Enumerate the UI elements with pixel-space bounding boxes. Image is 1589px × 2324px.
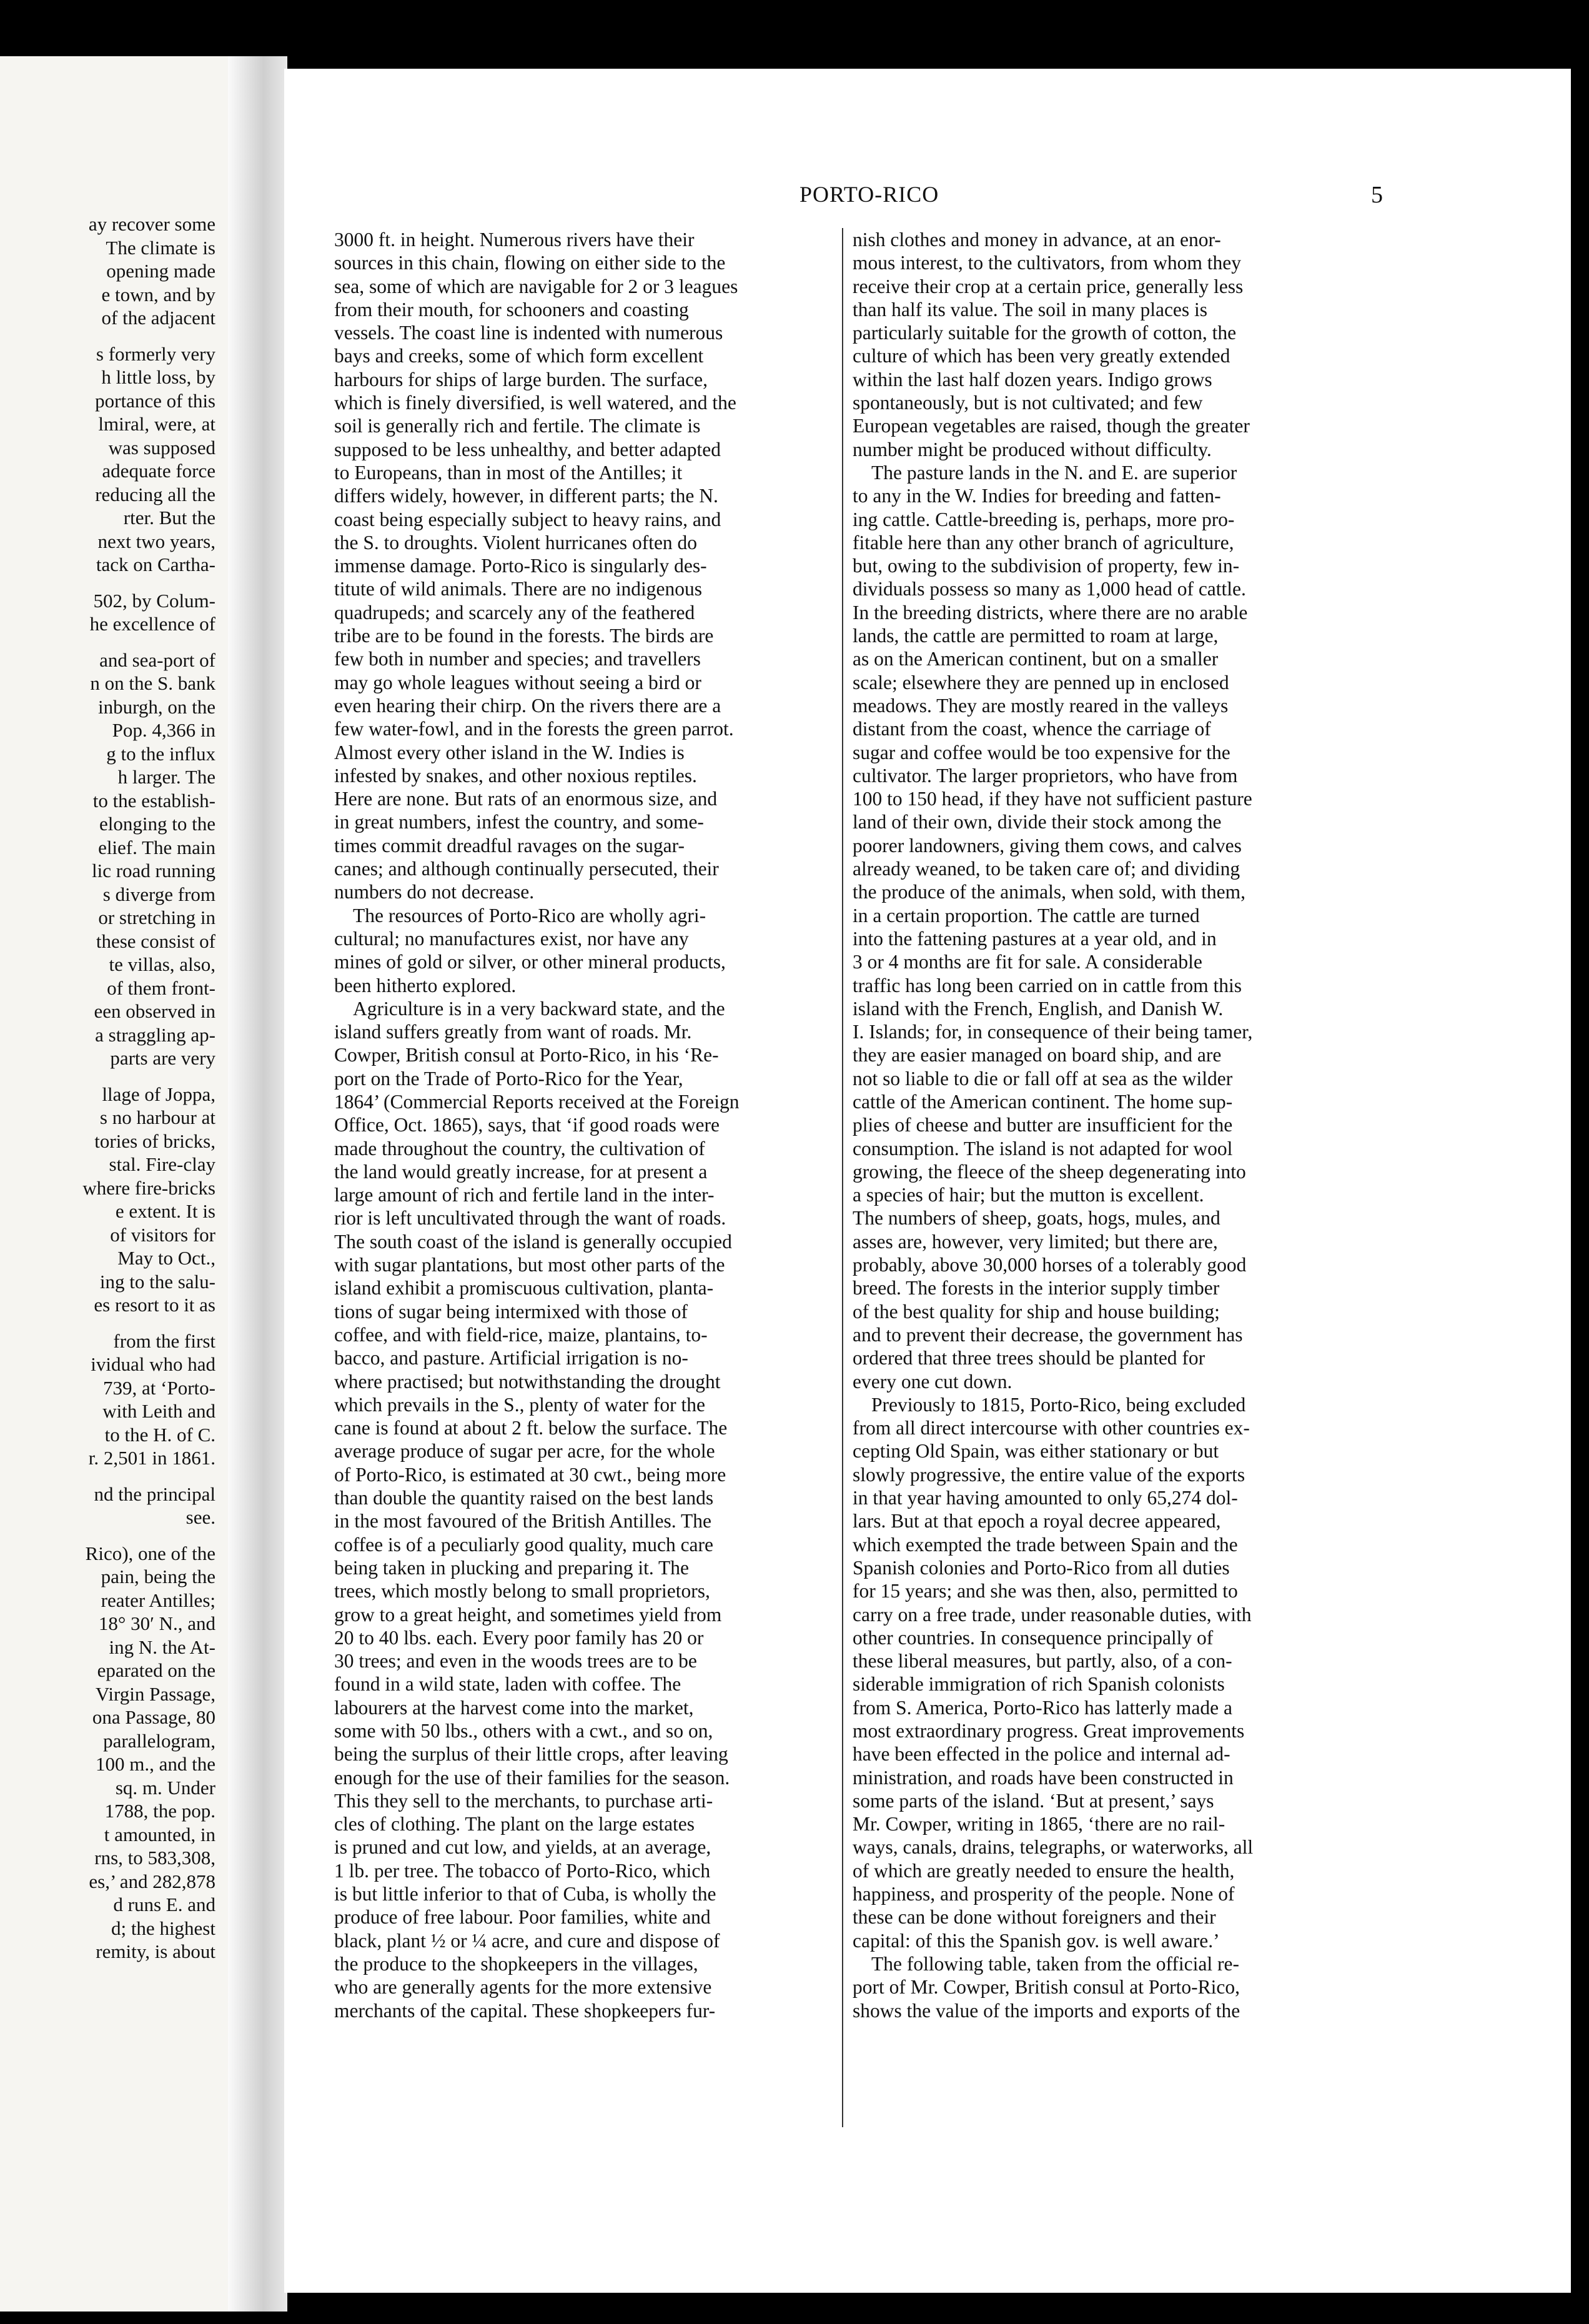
text-line: cultural; no manufactures exist, nor have any <box>334 927 689 950</box>
text-line: 502, by Colum- <box>93 589 215 612</box>
text-line: which prevails in the S., plenty of water for the <box>334 1393 705 1416</box>
text-line: May to Oct., <box>117 1247 215 1269</box>
text-line: cattle of the American continent. The home sup- <box>853 1090 1233 1113</box>
text-line: The numbers of sheep, goats, hogs, mules, and <box>853 1207 1220 1229</box>
text-line: in a certain proportion. The cattle are turned <box>853 904 1200 926</box>
text-line: into the fattening pastures at a year old, and in <box>853 927 1217 950</box>
text-line: bays and creeks, some of which form excellent <box>334 345 704 367</box>
text-line: trees, which mostly belong to small proprietors, <box>334 1580 710 1602</box>
text-line: of visitors for <box>110 1223 215 1246</box>
text-line: see. <box>186 1506 215 1528</box>
text-line: fitable here than any other branch of agriculture, <box>853 531 1234 554</box>
text-line: sugar and coffee would be too expensive for the <box>853 741 1230 763</box>
text-line: tack on Cartha- <box>96 554 215 575</box>
text-line: tories of bricks, <box>94 1130 215 1152</box>
text-line: poorer landowners, giving them cows, and calves <box>853 834 1242 857</box>
text-line: nish clothes and money in advance, at an enor- <box>853 229 1221 251</box>
text-line: few water-fowl, and in the forests the green parrot. <box>334 718 734 740</box>
text-line: eparated on the <box>97 1659 215 1681</box>
text-line: of the adjacent <box>101 307 215 329</box>
text-line: a species of hair; but the mutton is excellent. <box>853 1184 1204 1206</box>
text-line: scale; elsewhere they are penned up in enclosed <box>853 671 1229 693</box>
text-line: growing, the fleece of the sheep degenerating into <box>853 1160 1246 1183</box>
text-line: 18° 30′ N., and <box>98 1612 215 1634</box>
text-line: e town, and by <box>101 283 215 305</box>
text-line: from all direct intercourse with other countries ex- <box>853 1417 1250 1439</box>
text-line: sq. m. Under <box>115 1776 215 1799</box>
text-line: elief. The main <box>98 836 215 858</box>
text-line: happiness, and prosperity of the people. None of <box>853 1883 1235 1905</box>
text-line: I. Islands; for, in consequence of their being tamer, <box>853 1021 1253 1043</box>
text-line: canes; and although continually persecuted, their <box>334 858 719 880</box>
text-line: times commit dreadful ravages on the sugar- <box>334 834 685 857</box>
text-line: where fire-bricks <box>82 1176 215 1199</box>
text-line: een observed in <box>94 1000 215 1022</box>
text-line: differs widely, however, in different parts; the N. <box>334 485 718 507</box>
text-line: these consist of <box>96 930 215 952</box>
text-line: opening made <box>106 260 215 282</box>
right-page <box>284 69 1571 2293</box>
text-line: 100 m., and the <box>96 1753 215 1775</box>
text-line: ing cattle. Cattle-breeding is, perhaps, more pro- <box>853 508 1235 530</box>
text-line: 20 to 40 lbs. each. Every poor family has 20 or <box>334 1626 704 1649</box>
text-line: made throughout the country, the cultivation of <box>334 1137 705 1160</box>
text-line: from the first <box>113 1329 215 1352</box>
book-gutter <box>228 56 287 2312</box>
text-line: these can be done without foreigners and their <box>853 1906 1216 1929</box>
text-line: coast being especially subject to heavy rains, and <box>334 508 721 530</box>
text-line: This they sell to the merchants, to purchase arti- <box>334 1789 713 1812</box>
left-page-fragment <box>0 56 228 2312</box>
text-line: who are generally agents for the more extensive <box>334 1976 712 1999</box>
text-line: he excellence of <box>89 613 215 635</box>
text-line: 3 or 4 months are fit for sale. A considerable <box>853 951 1202 973</box>
text-line: with Leith and <box>102 1400 215 1422</box>
text-line: The resources of Porto-Rico are wholly agri- <box>353 904 706 926</box>
text-line: they are easier managed on board ship, and are <box>853 1044 1222 1066</box>
text-line: lmiral, were, at <box>98 413 215 435</box>
text-line: asses are, however, very limited; but there are, <box>853 1230 1218 1253</box>
text-line: 1788, the pop. <box>104 1800 215 1822</box>
text-line: remity, is about <box>96 1940 215 1962</box>
text-line: harbours for ships of large burden. The surface, <box>334 368 708 390</box>
text-line: lars. But at that epoch a royal decree appeared, <box>853 1510 1221 1532</box>
text-line: lands, the cattle are permitted to roam at large, <box>853 625 1219 647</box>
text-line: d runs E. and <box>113 1894 215 1915</box>
text-line: of the best quality for ship and house building; <box>853 1300 1220 1323</box>
text-line: enough for the use of their families for the season. <box>334 1766 730 1789</box>
text-line: where practised; but notwithstanding the drought <box>334 1370 721 1393</box>
text-line: to the establish- <box>92 789 215 812</box>
page-number: 5 <box>1371 182 1383 208</box>
text-line: some with 50 lbs., others with a cwt., and so on, <box>334 1720 713 1742</box>
text-line: being taken in plucking and preparing it. The <box>334 1556 690 1579</box>
text-line: land of their own, divide their stock among the <box>853 811 1222 833</box>
text-line: from S. America, Porto-Rico has latterly made a <box>853 1696 1232 1719</box>
text-line: the land would greatly increase, for at present a <box>334 1160 708 1183</box>
text-line: carry on a free trade, under reasonable duties, with <box>853 1603 1252 1626</box>
text-line: Previously to 1815, Porto-Rico, being excluded <box>871 1393 1246 1416</box>
text-line: from their mouth, for schooners and coasting <box>334 298 689 320</box>
text-line: capital: of this the Spanish gov. is well aware.’ <box>853 1929 1220 1952</box>
text-line: cepting Old Spain, was either stationary or but <box>853 1440 1219 1462</box>
text-line: than half its value. The soil in many places is <box>853 298 1208 320</box>
text-line: e extent. It is <box>115 1200 215 1222</box>
text-line: coffee, and with field-rice, maize, plantains, to- <box>334 1323 708 1346</box>
text-line: The climate is <box>106 236 215 259</box>
text-line: ay recover some <box>88 213 215 235</box>
text-line: European vegetables are raised, though the greater <box>853 415 1250 437</box>
text-line: and to prevent their decrease, the government has <box>853 1323 1243 1346</box>
text-line: port of Mr. Cowper, British consul at Porto-Rico, <box>853 1976 1240 1999</box>
text-line: grow to a great height, and sometimes yield from <box>334 1603 722 1626</box>
text-line: infested by snakes, and other noxious reptiles. <box>334 764 697 787</box>
text-line: island exhibit a promiscuous cultivation, planta- <box>334 1277 714 1299</box>
text-line: s formerly very <box>96 342 215 365</box>
text-line: h little loss, by <box>101 366 215 388</box>
text-line: sources in this chain, flowing on either side to the <box>334 252 726 274</box>
text-line: quadrupeds; and scarcely any of the feathered <box>334 601 695 623</box>
text-line: number might be produced without difficulty. <box>853 438 1212 460</box>
text-line: every one cut down. <box>853 1370 1012 1393</box>
text-line: ing to the salu- <box>99 1270 215 1293</box>
text-line: Rico), one of the <box>85 1542 215 1564</box>
text-line: already weaned, to be taken care of; and dividing <box>853 858 1240 880</box>
text-line: s no harbour at <box>99 1106 215 1128</box>
text-line: te villas, also, <box>109 953 215 975</box>
text-line: 739, at ‘Porto- <box>103 1376 215 1399</box>
text-line: n on the S. bank <box>90 672 215 694</box>
text-line: merchants of the capital. These shopkeepers fur- <box>334 1999 716 2022</box>
text-line: mous interest, to the cultivators, from whom they <box>853 252 1242 274</box>
text-line: to Europeans, than in most of the Antilles; it <box>334 461 683 484</box>
text-line: not so liable to die or fall off at sea as the wilder <box>853 1067 1233 1090</box>
text-line: the produce to the shopkeepers in the villages, <box>334 1952 698 1975</box>
text-line: was supposed <box>108 436 215 459</box>
text-line: The south coast of the island is generally occupied <box>334 1230 732 1253</box>
text-line: es,’ and 282,878 <box>89 1870 215 1892</box>
text-line: most extraordinary progress. Great improvements <box>853 1720 1245 1742</box>
text-line: island suffers greatly from want of roads. Mr. <box>334 1021 692 1043</box>
text-line: 30 trees; and even in the woods trees are to be <box>334 1650 697 1672</box>
text-line: vessels. The coast line is indented with numerous <box>334 322 723 344</box>
text-line: ona Passage, 80 <box>92 1706 215 1728</box>
text-line: other countries. In consequence principally of <box>853 1626 1214 1649</box>
text-line: of Porto-Rico, is estimated at 30 cwt., being more <box>334 1463 726 1486</box>
text-line: numbers do not decrease. <box>334 881 535 903</box>
text-line: may go whole leagues without seeing a bird or <box>334 671 701 693</box>
column-divider <box>842 228 843 2127</box>
text-line: dividuals possess so many as 1,000 head of cattle. <box>853 578 1246 600</box>
text-line: supposed to be less unhealthy, and better adapted <box>334 438 721 460</box>
text-line: stal. Fire-clay <box>109 1153 215 1175</box>
text-line: Virgin Passage, <box>95 1682 215 1705</box>
text-line: a straggling ap- <box>95 1023 215 1046</box>
text-line: of them front- <box>107 976 215 999</box>
text-line: the S. to droughts. Violent hurricanes often do <box>334 531 698 554</box>
text-line: Office, Oct. 1865), says, that ‘if good roads were <box>334 1114 720 1136</box>
text-line: g to the influx <box>106 742 215 765</box>
page-header <box>284 181 1571 219</box>
text-line: coffee is of a peculiarly good quality, much care <box>334 1533 714 1556</box>
text-line: for 15 years; and she was then, also, permitted to <box>853 1580 1238 1602</box>
text-line: is pruned and cut low, and yields, at an average, <box>334 1836 711 1859</box>
text-line: reater Antilles; <box>101 1589 215 1611</box>
text-line: 100 to 150 head, if they have not sufficient pasture <box>853 788 1252 810</box>
text-line: Pop. 4,366 in <box>112 719 215 741</box>
text-line: ways, canals, drains, telegraphs, or waterworks, all <box>853 1836 1254 1859</box>
text-line: rter. But the <box>123 507 215 529</box>
text-line: nd the principal <box>94 1482 215 1505</box>
text-line: these liberal measures, but partly, also, of a con- <box>853 1650 1232 1672</box>
left-page-text <box>0 212 215 1964</box>
text-line: culture of which has been very greatly extended <box>853 345 1230 367</box>
text-line: particularly suitable for the growth of cotton, the <box>853 322 1237 344</box>
text-line: and sea-port of <box>99 648 215 671</box>
text-line: tions of sugar being intermixed with those of <box>334 1300 688 1323</box>
text-line: which exempted the trade between Spain and the <box>853 1533 1238 1556</box>
text-line: portance of this <box>95 389 215 412</box>
text-line: ordered that three trees should be planted for <box>853 1347 1205 1369</box>
text-line: within the last half dozen years. Indigo grows <box>853 368 1212 390</box>
text-line: parallelogram, <box>103 1729 215 1752</box>
text-line: ing N. the At- <box>109 1636 215 1658</box>
text-line: average produce of sugar per acre, for the whole <box>334 1440 715 1462</box>
text-line: In the breeding districts, where there are no arable <box>853 601 1248 623</box>
text-line: cles of clothing. The plant on the large estates <box>334 1813 695 1835</box>
text-line: as on the American continent, but on a smaller <box>853 648 1219 670</box>
text-line: being the surplus of their little crops, after leaving <box>334 1743 728 1765</box>
text-line: few both in number and species; and travellers <box>334 648 701 670</box>
text-line: distant from the coast, whence the carriage of <box>853 718 1211 740</box>
text-line: Here are none. But rats of an enormous size, and <box>334 788 718 810</box>
text-line: with sugar plantations, but most other parts of the <box>334 1254 725 1276</box>
text-line: llage of Joppa, <box>102 1083 215 1105</box>
text-line: cultivator. The larger proprietors, who have from <box>853 764 1238 787</box>
text-line: Cowper, British consul at Porto-Rico, in his ‘Re- <box>334 1044 719 1066</box>
text-line: which is finely diversified, is well watered, and the <box>334 392 736 414</box>
text-line: Almost every other island in the W. Indies is <box>334 741 685 763</box>
text-line: bacco, and pasture. Artificial irrigation is no- <box>334 1347 688 1369</box>
text-line: to any in the W. Indies for breeding and fatten- <box>853 485 1221 507</box>
text-line: sea, some of which are navigable for 2 or 3 leagues <box>334 275 738 297</box>
text-line: mines of gold or silver, or other mineral products, <box>334 951 726 973</box>
text-line: soil is generally rich and fertile. The climate is <box>334 415 701 437</box>
text-line: in that year having amounted to only 65,274 dol- <box>853 1487 1238 1509</box>
text-line: found in a wild state, laden with coffee. The <box>334 1673 681 1696</box>
text-line: Agriculture is in a very backward state, and the <box>353 997 725 1020</box>
text-line: labourers at the harvest come into the market, <box>334 1696 694 1719</box>
text-line: r. 2,501 in 1861. <box>88 1447 215 1469</box>
text-line: adequate force <box>102 460 215 482</box>
text-line: 1864’ (Commercial Reports received at the Foreign <box>334 1090 740 1113</box>
text-line: cane is found at about 2 ft. below the surface. The <box>334 1417 728 1439</box>
text-line: lic road running <box>91 860 215 881</box>
text-line: the produce of the animals, when sold, with them, <box>853 881 1245 903</box>
text-line: t amounted, in <box>104 1823 215 1845</box>
text-line: in the most favoured of the British Antilles. The <box>334 1510 711 1532</box>
text-line: some parts of the island. ‘But at present,’ says <box>853 1789 1214 1812</box>
text-line: parts are very <box>110 1047 215 1069</box>
text-line: Spanish colonies and Porto-Rico from all duties <box>853 1556 1230 1579</box>
text-line: traffic has long been carried on in cattle from this <box>853 974 1242 996</box>
text-line: port on the Trade of Porto-Rico for the Year, <box>334 1067 683 1090</box>
text-line: ministration, and roads have been constructed in <box>853 1766 1234 1789</box>
text-line: 3000 ft. in height. Numerous rivers have their <box>334 229 695 251</box>
text-line: next two years, <box>97 530 215 552</box>
text-line: of which are greatly needed to ensure the health, <box>853 1859 1235 1882</box>
text-line: plies of cheese and butter are insufficient for the <box>853 1114 1233 1136</box>
text-line: have been effected in the police and internal ad- <box>853 1743 1230 1765</box>
text-line: inburgh, on the <box>98 695 215 718</box>
text-line: Mr. Cowper, writing in 1865, ‘there are no rail- <box>853 1813 1225 1835</box>
text-line: probably, above 30,000 horses of a tolerably good <box>853 1254 1247 1276</box>
text-line: reducing all the <box>95 483 215 505</box>
text-column-2 <box>853 228 1387 2022</box>
text-line: to the H. of C. <box>104 1423 215 1446</box>
text-line: titute of wild animals. There are no indigenous <box>334 578 703 600</box>
text-line: produce of free labour. Poor families, white and <box>334 1906 711 1929</box>
text-line: black, plant ½ or ¼ acre, and cure and dispose of <box>334 1929 720 1952</box>
text-line: elonging to the <box>99 813 215 835</box>
text-line: h larger. The <box>117 766 215 788</box>
text-line: been hitherto explored. <box>334 974 517 996</box>
text-line: The following table, taken from the official re- <box>871 1952 1239 1975</box>
text-line: is but little inferior to that of Cuba, is wholly the <box>334 1883 716 1905</box>
text-line: island with the French, English, and Danish W. <box>853 997 1224 1020</box>
text-line: receive their crop at a certain price, generally less <box>853 275 1244 297</box>
text-line: siderable immigration of rich Spanish colonists <box>853 1673 1225 1696</box>
text-line: shows the value of the imports and exports of the <box>853 1999 1240 2022</box>
text-line: ividual who had <box>91 1353 215 1375</box>
text-line: tribe are to be found in the forests. The birds are <box>334 625 714 647</box>
text-line: than double the quantity raised on the best lands <box>334 1487 714 1509</box>
text-column-1 <box>334 228 868 2022</box>
text-line: but, owing to the subdivision of property, few in- <box>853 555 1240 577</box>
text-line: breed. The forests in the interior supply timber <box>853 1277 1220 1299</box>
text-line: rior is left uncultivated through the want of roads. <box>334 1207 726 1229</box>
text-line: consumption. The island is not adapted for wool <box>853 1137 1233 1160</box>
text-line: even hearing their chirp. On the rivers there are a <box>334 694 721 717</box>
text-line: meadows. They are mostly reared in the valleys <box>853 694 1229 717</box>
text-line: rns, to 583,308, <box>94 1847 215 1869</box>
text-line: in great numbers, infest the country, and some- <box>334 811 704 833</box>
text-line: large amount of rich and fertile land in the inter- <box>334 1184 715 1206</box>
text-line: es resort to it as <box>94 1294 215 1316</box>
text-line: slowly progressive, the entire value of the exports <box>853 1463 1245 1486</box>
running-head: PORTO-RICO <box>799 182 939 207</box>
text-line: 1 lb. per tree. The tobacco of Porto-Rico, which <box>334 1859 711 1882</box>
text-line: The pasture lands in the N. and E. are superior <box>871 461 1237 484</box>
text-line: pain, being the <box>101 1566 215 1587</box>
text-line: immense damage. Porto-Rico is singularly des- <box>334 555 707 577</box>
text-line: s diverge from <box>102 883 215 905</box>
text-line: spontaneously, but is not cultivated; and few <box>853 392 1203 414</box>
text-line: d; the highest <box>111 1917 215 1939</box>
text-line: or stretching in <box>98 906 215 928</box>
